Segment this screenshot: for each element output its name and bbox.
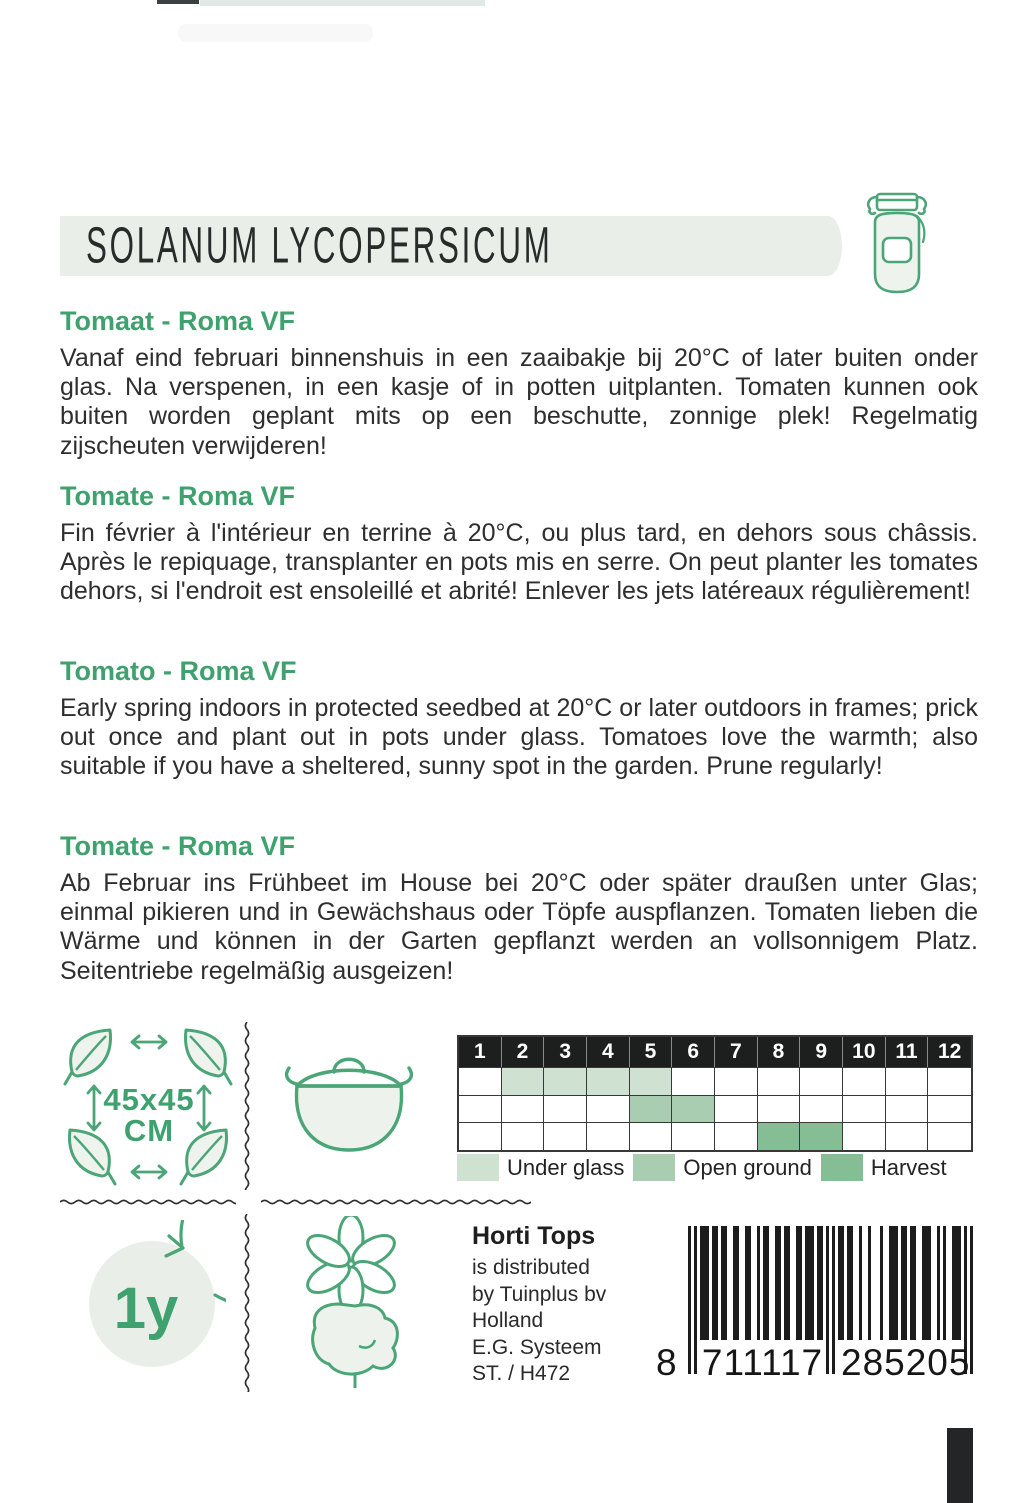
barcode-bar <box>763 1226 769 1340</box>
distributor-info <box>472 1222 652 1388</box>
calendar-month-header: 2 <box>502 1037 545 1067</box>
calendar-month-header: 1 <box>459 1037 502 1067</box>
calendar-month-header: 9 <box>800 1037 843 1067</box>
calendar-month-header: 7 <box>715 1037 758 1067</box>
distributor-line: Holland <box>472 1309 544 1332</box>
cooking-pot-icon <box>283 1046 415 1164</box>
legend-swatch <box>633 1154 675 1181</box>
calendar-cell-under_glass-month-9 <box>800 1067 843 1095</box>
leaf-icon <box>62 1026 118 1088</box>
calendar-cell-harvest-month-11 <box>886 1122 929 1150</box>
calendar-cell-under_glass-month-8 <box>758 1067 801 1095</box>
calendar-cell-harvest-month-2 <box>502 1122 545 1150</box>
calendar-cell-harvest-month-4 <box>587 1122 630 1150</box>
section-heading-en: Tomato - Roma VF <box>60 656 297 686</box>
barcode-bar <box>952 1226 961 1340</box>
calendar-month-header: 10 <box>843 1037 886 1067</box>
section-body-fr: Fin février à l'intérieur en terrine à 20°C, ou plus tard, en dehors sous châssis. Après le repiquage, transplanter en pots mis en serre. On peut planter les tomates dehors, si l'endroit est ensoleillé et abrité! Enlever les jets latéreaux régulièrement! <box>60 519 978 606</box>
section-body-de: Ab Februar ins Frühbeet im House bei 20°C oder später draußen unter Glas; einmal pikieren und in Gewächshaus oder Töpfe auspflanzen. Tomaten lieben die Wärme und können in der Garten gepflanzt werden an vollsonnigem Platz. Seitentriebe regelmäßig ausgeizen! <box>60 869 978 985</box>
barcode-bar <box>826 1226 829 1374</box>
annual-cycle-icon <box>70 1220 226 1392</box>
calendar-cell-harvest-month-8 <box>758 1122 801 1150</box>
barcode-bar <box>805 1226 814 1340</box>
spacing-label: 45x45 CM <box>103 1082 195 1148</box>
calendar-legend <box>457 1154 956 1181</box>
calendar-cell-open_ground-month-7 <box>715 1095 758 1123</box>
section-german <box>60 831 978 986</box>
calendar-cell-under_glass-month-12 <box>928 1067 971 1095</box>
packet-edge-strip <box>200 0 485 6</box>
calendar-month-header: 3 <box>544 1037 587 1067</box>
distributor-name: Horti Tops <box>472 1222 596 1250</box>
barcode-bar <box>943 1226 946 1340</box>
crop-mark-top <box>157 0 199 4</box>
calendar-cell-under_glass-month-11 <box>886 1067 929 1095</box>
section-body-nl: Vanaf eind februari binnenshuis in een zaaibakje bij 20°C of later buiten onder glas. Na verspenen, in een kasje of in potten uitplanten. Tomaten kunnen ook buiten worden geplant mits op een beschutte, zonnige plek! Regelmatig zijscheuten verwijderen! <box>60 344 978 460</box>
calendar-month-header: 12 <box>937 1040 962 1063</box>
horizontal-arrow-icon <box>126 1034 172 1050</box>
distributor-line: is distributed <box>472 1256 590 1279</box>
calendar-month-header-row <box>459 1037 971 1067</box>
calendar-month-header: 6 <box>672 1037 715 1067</box>
calendar-cell-open_ground-month-12 <box>928 1095 971 1123</box>
calendar-cell-open_ground-month-5 <box>630 1095 673 1123</box>
calendar-cell-open_ground-month-11 <box>886 1095 929 1123</box>
barcode <box>656 1226 986 1386</box>
barcode-bar <box>832 1226 835 1374</box>
calendar-cell-harvest-month-3 <box>544 1122 587 1150</box>
section-heading-fr: Tomate - Roma VF <box>60 481 296 511</box>
section-dutch <box>60 306 978 461</box>
calendar-cell-under_glass-month-3 <box>544 1067 587 1095</box>
calendar-cell-under_glass-month-5 <box>630 1067 673 1095</box>
calendar-cell-under_glass-month-7 <box>715 1067 758 1095</box>
barcode-bar <box>868 1226 871 1340</box>
calendar-cell-harvest-month-5 <box>630 1122 673 1150</box>
calendar-cell-harvest-month-1 <box>459 1122 502 1150</box>
calendar-cell-open_ground-month-6 <box>672 1095 715 1123</box>
distributor-line: by Tuinplus bv <box>472 1282 607 1306</box>
section-body-en: Early spring indoors in protected seedbed at 20°C or later outdoors in frames; prick out once and plant out in pots under glass. Tomatoes love the warmth; also suitable if you have a sheltered, sunny spot in the garden. Prune regularly! <box>60 694 978 781</box>
barcode-bar <box>688 1226 691 1374</box>
barcode-bar <box>817 1226 823 1340</box>
legend-label: Open ground <box>683 1154 812 1180</box>
section-heading-de: Tomate - Roma VF <box>60 831 296 861</box>
divider-wavy-vertical <box>241 1214 253 1392</box>
barcode-digits-right: 285205 <box>841 1342 971 1383</box>
calendar-cell-open_ground-month-10 <box>843 1095 886 1123</box>
barcode-bar <box>712 1226 718 1340</box>
divider-wavy-horizontal <box>261 1196 531 1208</box>
barcode-bar <box>694 1226 697 1374</box>
barcode-digit-first: 8 <box>656 1342 678 1383</box>
distributor-line: ST. / H472 <box>472 1362 571 1385</box>
calendar-cell-open_ground-month-1 <box>459 1095 502 1123</box>
barcode-bar <box>784 1226 790 1340</box>
plant-spacing-icon <box>60 1024 238 1190</box>
calendar-month-header: 8 <box>758 1037 801 1067</box>
barcode-bar <box>733 1226 739 1340</box>
barcode-bar <box>847 1226 853 1340</box>
horizontal-arrow-icon <box>126 1164 172 1180</box>
distributor-line: E.G. Systeem <box>472 1335 602 1359</box>
sowing-calendar-table <box>457 1035 973 1152</box>
calendar-cell-harvest-month-9 <box>800 1122 843 1150</box>
barcode-bar <box>859 1226 862 1340</box>
barcode-bar <box>745 1226 751 1340</box>
barcode-bar <box>901 1226 907 1340</box>
page-title: SOLANUM LYCOPERSICUM <box>86 216 553 274</box>
calendar-cell-open_ground-month-8 <box>758 1095 801 1123</box>
barcode-bar <box>910 1226 916 1340</box>
calendar-cell-open_ground-month-9 <box>800 1095 843 1123</box>
calendar-cell-under_glass-month-2 <box>502 1067 545 1095</box>
barcode-bar <box>775 1226 781 1340</box>
calendar-cell-under_glass-month-4 <box>587 1067 630 1095</box>
barcode-bar <box>889 1226 898 1340</box>
calendar-cell-open_ground-month-4 <box>587 1095 630 1123</box>
divider-wavy-horizontal <box>60 1196 236 1208</box>
calendar-cell-harvest-month-7 <box>715 1122 758 1150</box>
barcode-bar <box>721 1226 727 1340</box>
barcode-bar <box>757 1226 760 1340</box>
section-english <box>60 656 978 782</box>
preserving-jar-icon <box>861 188 933 294</box>
lifecycle-label: 1y <box>113 1276 179 1341</box>
calendar-cell-harvest-month-6 <box>672 1122 715 1150</box>
packet-edge-shadow <box>178 24 373 42</box>
calendar-cell-under_glass-month-6 <box>672 1067 715 1095</box>
calendar-cell-harvest-month-12 <box>928 1122 971 1150</box>
barcode-digits-left: 711117 <box>701 1342 824 1383</box>
calendar-cell-open_ground-month-3 <box>544 1095 587 1123</box>
section-heading-nl: Tomaat - Roma VF <box>60 306 296 336</box>
section-french <box>60 481 978 607</box>
calendar-cell-harvest-month-10 <box>843 1122 886 1150</box>
calendar-month-header: 5 <box>630 1037 673 1067</box>
barcode-bar <box>838 1226 844 1340</box>
calendar-grid <box>459 1067 971 1150</box>
calendar-cell-under_glass-month-10 <box>843 1067 886 1095</box>
legend-swatch <box>457 1154 499 1181</box>
barcode-bar <box>700 1226 709 1340</box>
calendar-month-header: 11 <box>886 1037 929 1067</box>
legend-label: Harvest <box>870 1154 947 1180</box>
print-registration-mark <box>947 1428 973 1503</box>
calendar-cell-under_glass-month-1 <box>459 1067 502 1095</box>
barcode-bar <box>922 1226 931 1340</box>
calendar-month-header: 4 <box>587 1037 630 1067</box>
calendar-cell-open_ground-month-2 <box>502 1095 545 1123</box>
leaf-icon <box>178 1026 234 1088</box>
flower-planting-icon <box>293 1216 411 1394</box>
barcode-bar <box>796 1226 802 1340</box>
divider-wavy-vertical <box>241 1022 253 1190</box>
barcode-bar <box>880 1226 883 1340</box>
barcode-bar <box>970 1226 973 1374</box>
title-banner <box>60 216 842 276</box>
legend-swatch <box>821 1154 863 1181</box>
barcode-bar <box>937 1226 940 1340</box>
legend-label: Under glass <box>507 1154 625 1180</box>
